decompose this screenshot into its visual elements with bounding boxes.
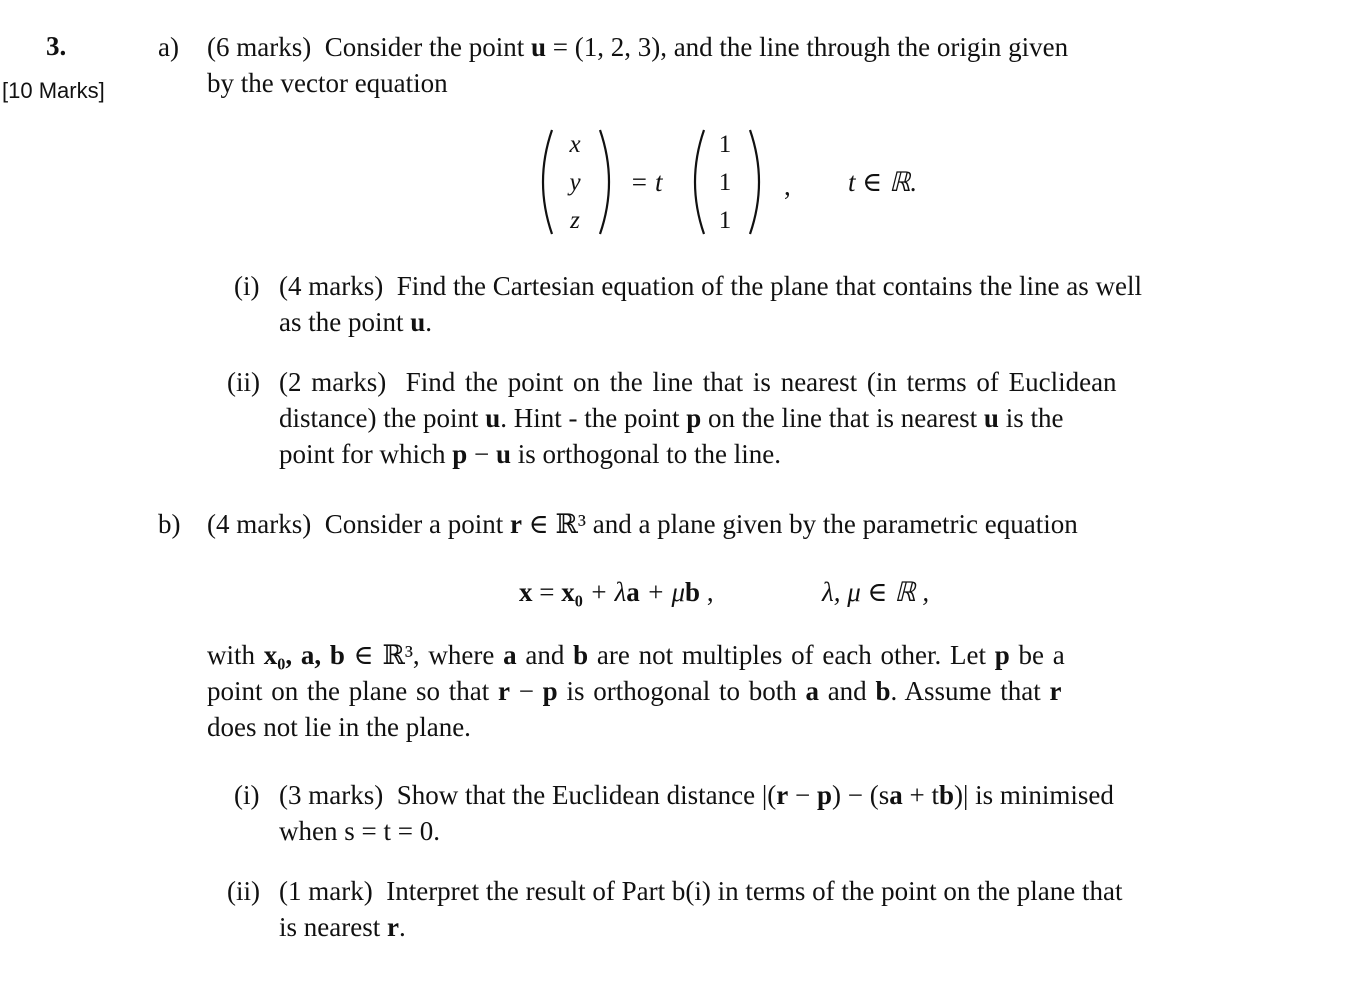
- part-a-marks: (6 marks): [207, 32, 312, 62]
- plus-mu: + μ: [639, 577, 686, 607]
- vec-a: a: [805, 676, 819, 706]
- part-a-ii-line-3: [279, 436, 781, 472]
- part-a-ii-label: (ii): [227, 367, 260, 397]
- part-b-ii-line-1: [279, 873, 1123, 909]
- text: be a: [1009, 640, 1065, 670]
- part-a-i-text: Find the Cartesian equation of the plane that contains the line as well: [396, 271, 1143, 301]
- minus: −: [509, 676, 543, 706]
- minus: −: [788, 780, 817, 810]
- text: and: [818, 676, 876, 706]
- text: are not multiples of each other. Let: [588, 640, 995, 670]
- point-u-symbol: u: [530, 32, 546, 62]
- part-a-i-label: (i): [234, 271, 260, 301]
- part-a-ii-line-1: [279, 364, 1117, 400]
- vectors-symbols: x₀, a, b: [263, 640, 345, 670]
- parametric-equation: [519, 574, 714, 610]
- rhs-1: 1: [718, 131, 732, 158]
- text: + t: [902, 780, 939, 810]
- equals: =: [532, 577, 562, 607]
- rhs-2: 1: [718, 169, 732, 196]
- point-r-symbol: r: [386, 912, 399, 942]
- text: is nearest: [279, 912, 387, 942]
- equals-t: = t: [630, 167, 663, 197]
- text: . Assume that: [890, 676, 1050, 706]
- part-a-intro-text: Consider the point: [324, 32, 531, 62]
- point-r-symbol: r: [509, 509, 522, 539]
- part-b-para-line-3: does not lie in the plane.: [207, 712, 471, 742]
- text: distance) the point: [279, 403, 486, 433]
- vec-a: a: [626, 577, 640, 607]
- part-a-ii-text: Find the point on the line that is nearest (in terms of Euclidean: [405, 367, 1117, 397]
- vec-b: b: [573, 640, 589, 670]
- text: with: [207, 640, 264, 670]
- text: ) − (s: [832, 780, 890, 810]
- vec-b: b: [685, 577, 701, 607]
- point-u-symbol: u: [496, 439, 512, 469]
- minus: −: [467, 439, 496, 469]
- part-b-ii-label: (ii): [227, 876, 260, 906]
- part-b-para-line-2: [207, 673, 1061, 709]
- part-b-i-marks: (3 marks): [279, 780, 384, 810]
- part-a-intro-line-1: [207, 29, 1068, 65]
- point-p-symbol: p: [542, 676, 558, 706]
- vec-b: b: [938, 780, 954, 810]
- part-b-ii-marks: (1 mark): [279, 876, 373, 906]
- right-paren-lhs-icon: [592, 126, 622, 238]
- part-b-intro: [207, 506, 1078, 542]
- vec-b: b: [875, 676, 891, 706]
- question-number: 3.: [46, 31, 67, 61]
- part-b-i-line-1: [279, 777, 1114, 813]
- point-u-symbol: u: [410, 307, 426, 337]
- part-a-ii-marks: (2 marks): [279, 367, 387, 397]
- point-r-symbol: r: [1049, 676, 1062, 706]
- text: point on the plane so that: [207, 676, 498, 706]
- vec-a: a: [503, 640, 517, 670]
- part-a-label: a): [158, 32, 179, 62]
- text: ∈ ℝ³, where: [344, 640, 504, 670]
- lhs-vector: [554, 126, 596, 240]
- text: Interpret the result of Part b(i) in terms of the point on the plane that: [386, 876, 1123, 906]
- text: is orthogonal to the line.: [511, 439, 781, 469]
- rhs-vector: [704, 126, 746, 240]
- point-p-symbol: p: [816, 780, 833, 810]
- part-a-ii-line-2: [279, 400, 1063, 436]
- part-a-i-line-2-text: as the point: [279, 307, 411, 337]
- point-p-symbol: p: [686, 403, 702, 433]
- point-u-symbol: u: [983, 403, 999, 433]
- lhs-z: z: [570, 207, 580, 234]
- part-b-label: b): [158, 509, 181, 539]
- parameter-domain: λ, μ ∈ ℝ ,: [822, 577, 930, 607]
- part-a-intro-text-2: = (1, 2, 3), and the line through the origin given: [545, 32, 1069, 62]
- vector-comma: ,: [784, 171, 791, 201]
- part-b-i-label: (i): [234, 780, 260, 810]
- text: )| is minimised: [954, 780, 1114, 810]
- text: and: [516, 640, 574, 670]
- part-a-i-line-2: [279, 304, 432, 340]
- part-a-i-marks: (4 marks): [279, 271, 384, 301]
- text: . Hint - the point: [500, 403, 687, 433]
- lhs-x: x: [569, 131, 581, 158]
- point-r-symbol: r: [497, 676, 510, 706]
- period: .: [398, 912, 406, 942]
- part-b-ii-line-2: [279, 909, 406, 945]
- text: ∈ ℝ³ and a plane given by the parametric equation: [521, 509, 1078, 539]
- comma: ,: [700, 577, 714, 607]
- part-a-i-line-1: [279, 268, 1142, 304]
- part-b-para-line-1: [207, 637, 1065, 673]
- point-p-symbol: p: [994, 640, 1010, 670]
- text: point for which: [279, 439, 453, 469]
- vec-a: a: [889, 780, 903, 810]
- rhs-3: 1: [718, 207, 732, 234]
- part-b-marks: (4 marks): [207, 509, 312, 539]
- part-b-i-line-2: when s = t = 0.: [279, 816, 440, 846]
- right-paren-rhs-icon: [742, 126, 772, 238]
- text: Consider a point: [324, 509, 510, 539]
- text: is the: [998, 403, 1064, 433]
- point-p-symbol: p: [452, 439, 468, 469]
- text: is orthogonal to both: [557, 676, 806, 706]
- text: on the line that is nearest: [701, 403, 984, 433]
- lhs-y: y: [569, 169, 581, 196]
- t-domain: t ∈ ℝ.: [848, 167, 918, 197]
- question-total-marks: [10 Marks]: [2, 78, 105, 103]
- vec-x: x: [519, 577, 533, 607]
- point-r-symbol: r: [776, 780, 789, 810]
- period: .: [425, 307, 433, 337]
- vec-x0: x₀: [561, 577, 583, 607]
- point-u-symbol: u: [485, 403, 501, 433]
- vector-equation: [530, 126, 970, 238]
- text: Show that the Euclidean distance |(: [396, 780, 777, 810]
- part-a-intro-line-2: by the vector equation: [207, 68, 448, 98]
- plus-lambda: + λ: [582, 577, 627, 607]
